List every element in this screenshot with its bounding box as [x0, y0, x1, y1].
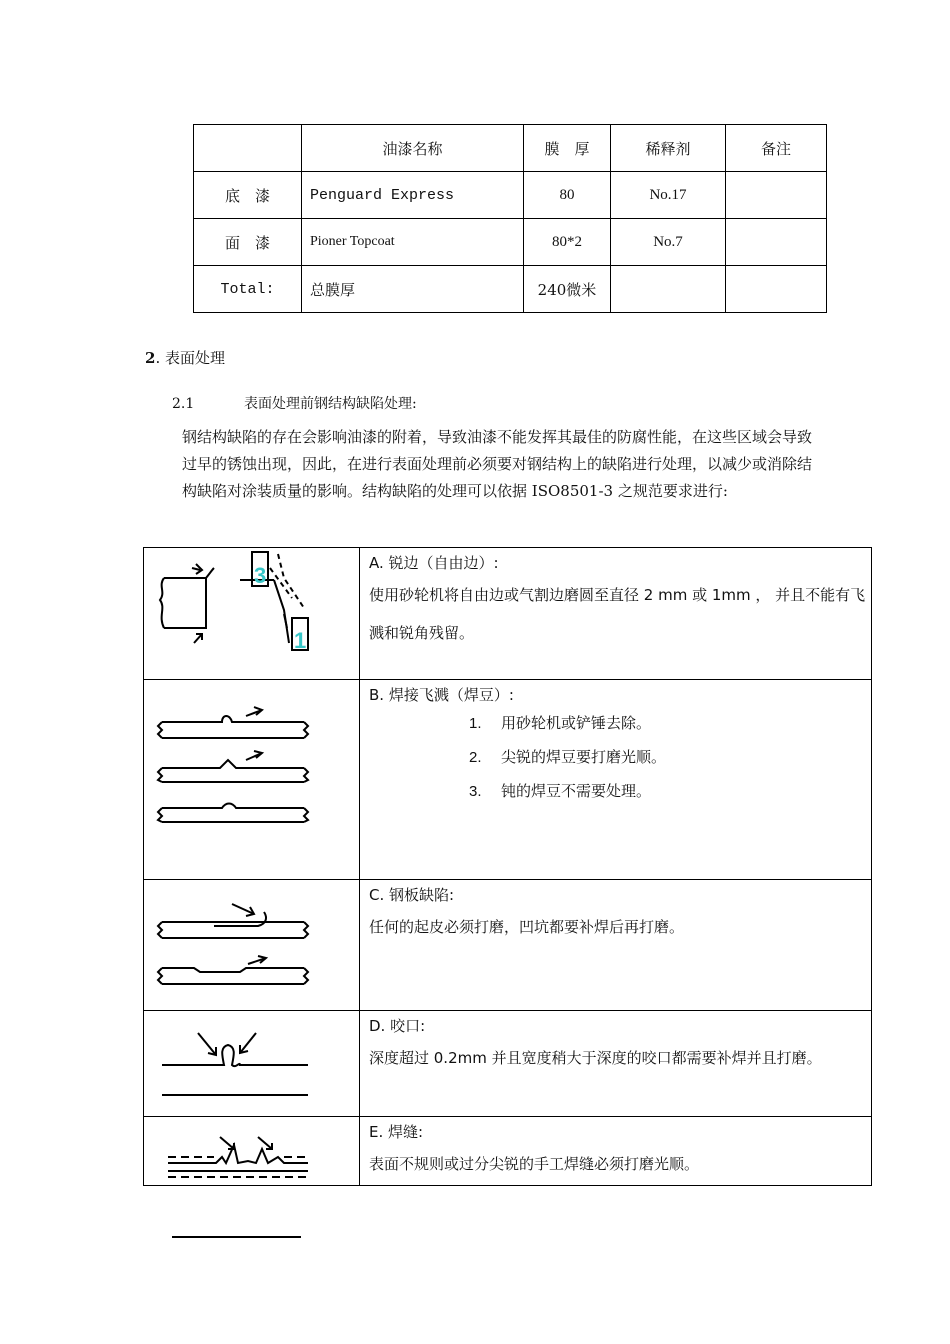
table-header-cell	[194, 125, 302, 172]
defect-row-c	[144, 880, 872, 1011]
defect-description: 任何的起皮必须打磨，凹坑都要补焊后再打磨。	[369, 918, 685, 936]
subsection-number: 2.1	[172, 396, 195, 412]
weld-seam-figure	[144, 1117, 360, 1186]
defect-c-text	[360, 880, 872, 1011]
defect-b-text	[360, 680, 872, 880]
defect-description: 深度超过 0.2mm 并且宽度稍大于深度的咬口都需要补焊并且打磨。	[369, 1049, 822, 1067]
section-number: 2	[145, 349, 156, 367]
table-row	[194, 266, 827, 313]
paint-name: Pioner Topcoat	[302, 219, 524, 266]
paint-name: 总膜厚	[302, 266, 524, 313]
weld-spatter-figure	[144, 680, 360, 880]
film-thickness: 80*2	[524, 219, 611, 266]
table-header-cell: 膜 厚	[524, 125, 611, 172]
defect-title: D. 咬口:	[369, 1017, 426, 1035]
list-item: 2. 尖锐的焊豆要打磨光顺。	[469, 748, 667, 766]
defect-row-a	[144, 548, 872, 680]
undercut-figure	[144, 1011, 360, 1117]
table-row	[194, 219, 827, 266]
list-item: 1. 用砂轮机或铲锤去除。	[469, 714, 652, 732]
row-label: 底 漆	[194, 172, 302, 219]
remark	[726, 219, 827, 266]
defect-row-d	[144, 1011, 872, 1117]
defects-table	[143, 547, 872, 1186]
table-header-cell: 稀释剂	[611, 125, 726, 172]
defect-row-e	[144, 1117, 872, 1186]
figure-number-1: 1	[294, 628, 307, 653]
thinner: No.17	[611, 172, 726, 219]
thinner: No.7	[611, 219, 726, 266]
row-label: Total:	[194, 266, 302, 313]
section-heading: 2. 表面处理	[145, 349, 225, 367]
sharp-edge-figure	[144, 548, 360, 680]
defect-row-b	[144, 680, 872, 880]
list-item: 3. 钝的焊豆不需要处理。	[469, 782, 652, 800]
defect-description: 表面不规则或过分尖锐的手工焊缝必须打磨光顺。	[369, 1155, 700, 1173]
table-header-row	[194, 125, 827, 172]
intro-paragraph: 钢结构缺陷的存在会影响油漆的附着，导致油漆不能发挥其最佳的防腐性能，在这些区域会导致过早的锈蚀出现，因此，在进行表面处理前必须要对钢结构上的缺陷进行处理，以减少或消除结构缺陷对涂装质量的影响。结构缺陷的处理可以依据 ISO8501-3 之规范要求进行:	[182, 428, 813, 500]
figure-number-3: 3	[254, 563, 267, 588]
defect-title: C. 钢板缺陷:	[369, 886, 455, 904]
defect-a-text	[360, 548, 872, 680]
treatment-steps	[369, 706, 871, 808]
footnote-divider	[172, 1236, 301, 1238]
row-label: 面 漆	[194, 219, 302, 266]
section-title: 表面处理	[164, 349, 225, 367]
paint-spec-table	[193, 124, 827, 313]
table-header-cell: 油漆名称	[302, 125, 524, 172]
paint-name: Penguard Express	[302, 172, 524, 219]
plate-defect-figure	[144, 880, 360, 1011]
thinner	[611, 266, 726, 313]
defect-d-text	[360, 1011, 872, 1117]
film-thickness: 240微米	[524, 266, 611, 313]
defect-e-text	[360, 1117, 872, 1186]
defect-title: A. 锐边（自由边）:	[369, 554, 499, 572]
subsection-heading	[172, 393, 417, 413]
subsection-title: 表面处理前钢结构缺陷处理:	[244, 396, 417, 412]
table-header-cell: 备注	[726, 125, 827, 172]
film-thickness: 80	[524, 172, 611, 219]
defect-title: B. 焊接飞溅（焊豆）:	[369, 686, 514, 704]
defect-title: E. 焊缝:	[369, 1123, 424, 1141]
remark	[726, 266, 827, 313]
remark	[726, 172, 827, 219]
table-row	[194, 172, 827, 219]
defect-description: 使用砂轮机将自由边或气割边磨圆至直径 2 mm 或 1mm ， 并且不能有飞溅和锐角残留。	[369, 586, 866, 642]
